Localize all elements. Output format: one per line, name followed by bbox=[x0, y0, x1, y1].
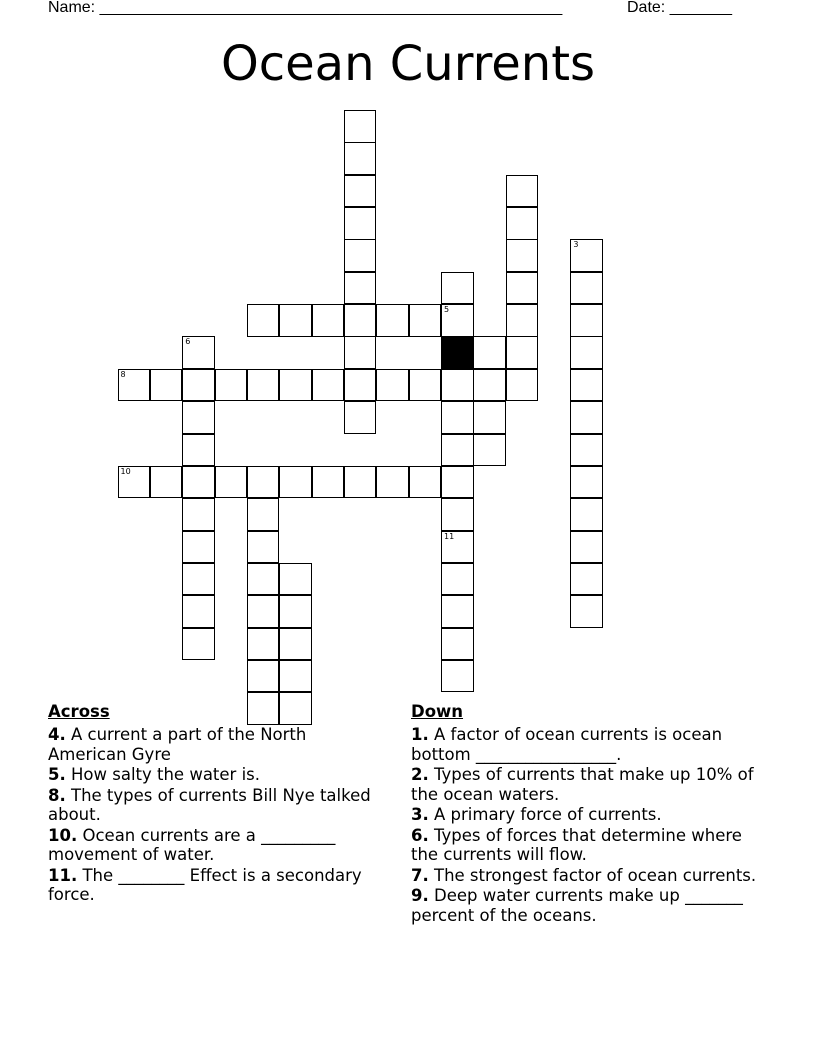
clue-number-label: 9. bbox=[411, 886, 429, 905]
grid-cell[interactable] bbox=[344, 304, 377, 337]
grid-cell[interactable] bbox=[182, 336, 215, 369]
across-heading: Across bbox=[48, 702, 110, 721]
across-clue-list bbox=[48, 725, 378, 905]
grid-cell[interactable] bbox=[247, 628, 280, 661]
clue-text: The ________ Effect is a secondary force. bbox=[48, 865, 362, 904]
page-title: Ocean Currents bbox=[220, 36, 596, 92]
grid-cell[interactable] bbox=[344, 239, 377, 272]
down-clue-list bbox=[411, 725, 761, 925]
grid-cell[interactable] bbox=[570, 531, 603, 564]
grid-cell[interactable] bbox=[344, 175, 377, 208]
grid-cell[interactable] bbox=[441, 369, 474, 402]
grid-cell[interactable] bbox=[182, 369, 215, 402]
grid-cell[interactable] bbox=[473, 336, 506, 369]
clue-number-label: 6. bbox=[411, 825, 429, 845]
clue-number: 3 bbox=[573, 240, 579, 250]
clue-text: Types of forces that determine where the currents will flow. bbox=[411, 825, 742, 864]
grid-cell[interactable] bbox=[247, 563, 280, 596]
grid-cell[interactable] bbox=[344, 466, 377, 499]
grid-cell[interactable] bbox=[506, 304, 539, 337]
clue-text: A factor of ocean currents is ocean bottom _________________. bbox=[411, 725, 723, 764]
grid-cell[interactable] bbox=[247, 660, 280, 693]
grid-cell[interactable] bbox=[247, 498, 280, 531]
date-field-label: Date: _______ bbox=[627, 0, 732, 16]
grid-cell[interactable] bbox=[473, 434, 506, 467]
grid-cell[interactable] bbox=[344, 207, 377, 240]
clue-number-label: 11. bbox=[48, 865, 78, 885]
clue-number-label: 7. bbox=[411, 865, 429, 885]
grid-cell[interactable] bbox=[247, 304, 280, 337]
grid-cell[interactable] bbox=[441, 466, 474, 499]
down-clue bbox=[411, 725, 761, 764]
grid-cell[interactable] bbox=[247, 466, 280, 499]
grid-cell[interactable] bbox=[118, 369, 151, 402]
grid-cell[interactable] bbox=[182, 595, 215, 628]
down-heading: Down bbox=[411, 702, 464, 721]
grid-cell[interactable] bbox=[279, 628, 312, 661]
black-cell bbox=[441, 336, 474, 369]
grid-cell[interactable] bbox=[279, 595, 312, 628]
grid-cell[interactable] bbox=[570, 401, 603, 434]
clue-number: 10 bbox=[120, 466, 131, 476]
grid-cell[interactable] bbox=[182, 434, 215, 467]
grid-cell[interactable] bbox=[441, 628, 474, 661]
clue-text: A current a part of the North American Gyre bbox=[48, 725, 307, 764]
grid-cell[interactable] bbox=[247, 595, 280, 628]
clue-text: Ocean currents are a _________ movement of water. bbox=[48, 825, 336, 864]
grid-cell[interactable] bbox=[409, 466, 442, 499]
grid-cell[interactable] bbox=[247, 531, 280, 564]
grid-cell[interactable] bbox=[376, 466, 409, 499]
grid-cell[interactable] bbox=[506, 336, 539, 369]
grid-cell[interactable] bbox=[473, 369, 506, 402]
grid-cell[interactable] bbox=[506, 207, 539, 240]
grid-cell[interactable] bbox=[312, 466, 345, 499]
grid-cell[interactable] bbox=[215, 369, 248, 402]
grid-cell[interactable] bbox=[376, 304, 409, 337]
clue-number-label: 4. bbox=[48, 725, 66, 744]
grid-cell[interactable] bbox=[506, 239, 539, 272]
grid-cell[interactable] bbox=[215, 466, 248, 499]
grid-cell[interactable] bbox=[182, 531, 215, 564]
grid-cell[interactable] bbox=[441, 563, 474, 596]
grid-cell[interactable] bbox=[570, 272, 603, 305]
grid-cell[interactable] bbox=[570, 239, 603, 272]
grid-cell[interactable] bbox=[409, 369, 442, 402]
clue-number-label: 2. bbox=[411, 765, 429, 784]
grid-cell[interactable] bbox=[247, 369, 280, 402]
down-clues bbox=[411, 702, 761, 926]
across-clue bbox=[48, 765, 378, 785]
clue-number-label: 10. bbox=[48, 825, 78, 845]
across-clue bbox=[48, 866, 378, 905]
down-clue bbox=[411, 765, 761, 804]
grid-cell[interactable] bbox=[344, 110, 377, 143]
grid-cell[interactable] bbox=[570, 304, 603, 337]
grid-cell[interactable] bbox=[312, 304, 345, 337]
grid-cell[interactable] bbox=[570, 336, 603, 369]
grid-cell[interactable] bbox=[279, 660, 312, 693]
clue-number-label: 1. bbox=[411, 725, 429, 744]
grid-cell[interactable] bbox=[570, 434, 603, 467]
name-field-label: Name: ____________________________________________________ bbox=[48, 0, 563, 16]
grid-cell[interactable] bbox=[118, 466, 151, 499]
across-clues bbox=[48, 702, 378, 906]
grid-cell[interactable] bbox=[182, 466, 215, 499]
grid-cell[interactable] bbox=[441, 401, 474, 434]
grid-cell[interactable] bbox=[441, 272, 474, 305]
grid-cell[interactable] bbox=[441, 498, 474, 531]
grid-cell[interactable] bbox=[344, 401, 377, 434]
across-clue bbox=[48, 826, 378, 865]
grid-cell[interactable] bbox=[570, 369, 603, 402]
down-clue bbox=[411, 886, 761, 925]
grid-cell[interactable] bbox=[570, 595, 603, 628]
clue-text: Types of currents that make up 10% of the ocean waters. bbox=[411, 765, 754, 804]
down-clue bbox=[411, 805, 761, 825]
clue-text: How salty the water is. bbox=[65, 765, 261, 784]
grid-cell[interactable] bbox=[506, 175, 539, 208]
grid-cell[interactable] bbox=[441, 304, 474, 337]
clue-number: 6 bbox=[185, 337, 191, 347]
grid-cell[interactable] bbox=[344, 272, 377, 305]
clue-number: 5 bbox=[444, 305, 450, 315]
clue-number-label: 8. bbox=[48, 785, 66, 805]
grid-cell[interactable] bbox=[344, 369, 377, 402]
grid-cell[interactable] bbox=[344, 142, 377, 175]
grid-cell[interactable] bbox=[344, 336, 377, 369]
clue-text: A primary force of currents. bbox=[428, 805, 662, 824]
clue-number-label: 3. bbox=[411, 805, 429, 824]
clue-number: 8 bbox=[120, 369, 126, 379]
grid-cell[interactable] bbox=[182, 498, 215, 531]
clue-text: The types of currents Bill Nye talked about. bbox=[48, 785, 371, 824]
grid-cell[interactable] bbox=[150, 369, 183, 402]
grid-cell[interactable] bbox=[312, 369, 345, 402]
grid-cell[interactable] bbox=[441, 595, 474, 628]
clue-number: 11 bbox=[444, 531, 455, 541]
grid-cell[interactable] bbox=[570, 563, 603, 596]
grid-cell[interactable] bbox=[182, 628, 215, 661]
across-clue bbox=[48, 786, 378, 825]
across-clue bbox=[48, 725, 378, 764]
grid-cell[interactable] bbox=[150, 466, 183, 499]
clue-text: The strongest factor of ocean currents. bbox=[428, 865, 757, 885]
grid-cell[interactable] bbox=[570, 466, 603, 499]
grid-cell[interactable] bbox=[279, 466, 312, 499]
grid-cell[interactable] bbox=[182, 401, 215, 434]
grid-cell[interactable] bbox=[376, 369, 409, 402]
grid-cell[interactable] bbox=[182, 563, 215, 596]
grid-cell[interactable] bbox=[441, 531, 474, 564]
grid-cell[interactable] bbox=[441, 434, 474, 467]
grid-cell[interactable] bbox=[409, 304, 442, 337]
grid-cell[interactable] bbox=[506, 272, 539, 305]
clue-text: Deep water currents make up _______ percent of the oceans. bbox=[411, 886, 743, 925]
grid-cell[interactable] bbox=[473, 401, 506, 434]
grid-cell[interactable] bbox=[570, 498, 603, 531]
grid-cell[interactable] bbox=[279, 304, 312, 337]
grid-cell[interactable] bbox=[279, 369, 312, 402]
down-clue bbox=[411, 866, 761, 886]
grid-cell[interactable] bbox=[279, 563, 312, 596]
clue-number-label: 5. bbox=[48, 765, 66, 784]
grid-cell[interactable] bbox=[506, 369, 539, 402]
down-clue bbox=[411, 826, 761, 865]
grid-cell[interactable] bbox=[441, 660, 474, 693]
